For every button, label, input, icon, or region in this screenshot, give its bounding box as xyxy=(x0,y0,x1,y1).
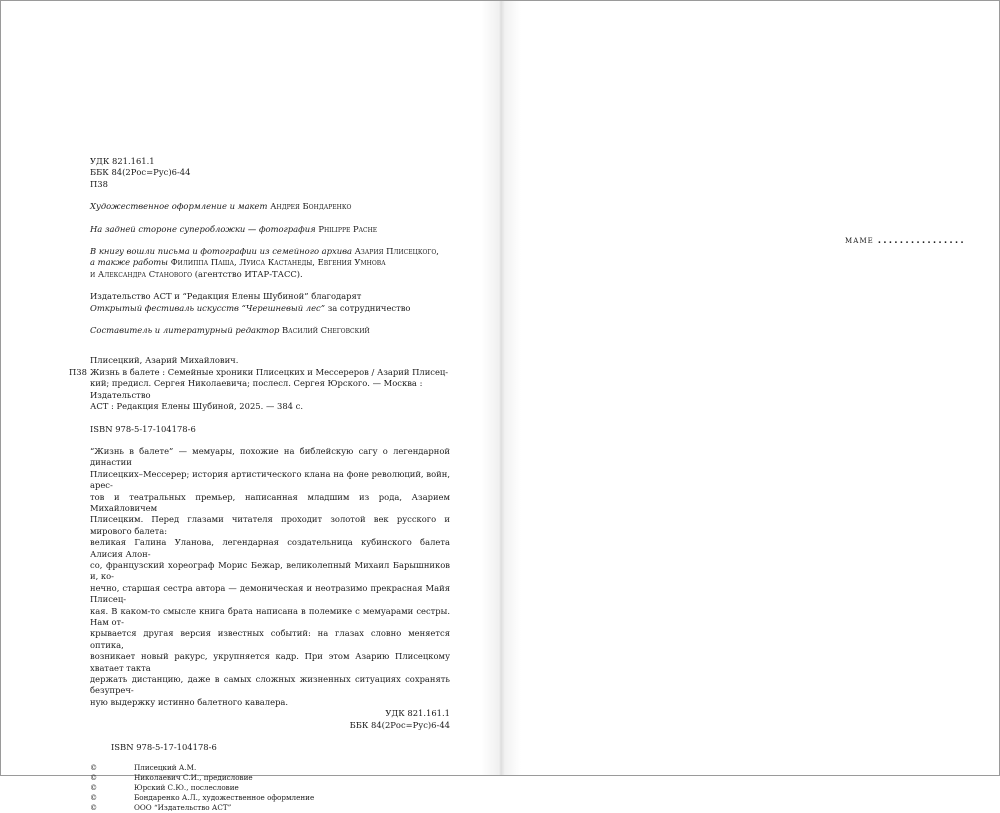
isbn: ISBN 978-5-17-104178-6 xyxy=(90,423,196,434)
copyright-icon: © xyxy=(90,783,98,793)
copyright-row: © Плисецкий А.М. xyxy=(90,763,197,773)
bib-line-1: Жизнь в балете : Семейные хроники Плисецких и Мессереров / Азарий Плисец- xyxy=(90,366,449,377)
annotation-line: “Жизнь в балете” — мемуары, похожие на библейскую сагу о легендарной династии xyxy=(90,445,450,468)
copyright-icon: © xyxy=(90,793,98,803)
bibliographic-record xyxy=(69,355,450,412)
credit-photos-line-1: В книгу вошли письма и фотографии из семейного архива Азария Плисецкого, xyxy=(90,246,439,257)
credit-cover-name: Philippe Pache xyxy=(318,223,378,234)
annotation-line: ную выдержку истинно балетного кавалера. xyxy=(90,696,289,707)
dedication-text: маме xyxy=(845,235,874,246)
annotation-line: кая. В каком-то смысле книга брата написана в полемике с мемуарами сестры. Нам от- xyxy=(90,605,450,627)
left-page xyxy=(1,1,500,813)
annotation-line: держать дистанцию, даже в самых сложных жизненных ситуациях сохранять безупреч- xyxy=(90,674,450,696)
bbk-code: ББК 84(2Рос=Рус)6-44 xyxy=(90,167,191,178)
annotation-line: Плисецких–Мессерер; история артистического клана на фоне революций, войн, арес- xyxy=(90,468,450,491)
bib-author: Плисецкий, Азарий Михайлович. xyxy=(90,355,239,366)
isbn-small: ISBN 978-5-17-104178-6 xyxy=(111,742,217,753)
copyright-icon: © xyxy=(90,773,98,783)
annotation-line: Плисецким. Перед глазами читателя проходит золотой век русского и мирового балета: xyxy=(90,514,450,536)
dedication-dots: ................ xyxy=(877,235,966,246)
bib-line-3: АСТ : Редакция Елены Шубиной, 2025. — 384 с. xyxy=(90,401,303,412)
copyright-row: © Николаевич С.И., предисловие xyxy=(90,773,253,783)
copyright-row: © Бондаренко А.Л., художественное оформление xyxy=(90,793,315,803)
annotation-line: возникает новый ракурс, укрупняется кадр. При этом Азарию Плисецкому хватает такта xyxy=(90,651,450,673)
imprint-block xyxy=(69,156,450,813)
annotation xyxy=(90,446,450,708)
udk-code: УДК 821.161.1 xyxy=(90,156,155,166)
credit-photos-line-2: а также работы Филиппа Паша, Луиса Кастанеды, Евгения Умнова xyxy=(90,257,386,268)
thanks-line-1: Издательство АСТ и “Редакция Елены Шубиной” благодарят xyxy=(90,291,362,302)
right-page xyxy=(500,1,999,775)
compiler-credit: Составитель и литературный редактор Василий Снеговский xyxy=(90,325,370,336)
copyright-icon: © xyxy=(90,803,98,813)
thanks-line-2: Открытый фестиваль искусств “Черешневый лес” за сотрудничество xyxy=(90,302,411,313)
credit-photos-line-3: и Александра Станового (агентство ИТАР-ТАСС). xyxy=(90,268,303,279)
udk-code-right: УДК 821.161.1 xyxy=(385,708,450,719)
credit-cover: На задней стороне суперобложки — фотография Philippe Pache xyxy=(90,223,378,234)
annotation-line: со, французский хореограф Морис Бежар, великолепный Михаил Барышников и, ко- xyxy=(90,559,450,582)
annotation-line: нечно, старшая сестра автора — демоническая и неотразимо прекрасная Майя Плисец- xyxy=(90,582,450,605)
author-code: П38 xyxy=(90,178,108,189)
dedication xyxy=(845,235,966,246)
copyright-row: © ООО “Издательство АСТ” xyxy=(90,803,232,813)
annotation-line: тов и театральных премьер, написанная младшим из рода, Азарием Михайловичем xyxy=(90,491,450,513)
copyright-row: © Юрский С.Ю., послесловие xyxy=(90,783,239,793)
bib-line-2: кий; предисл. Сергея Николаевича; послесл. Сергея Юрского. — Москва : Издательство xyxy=(90,378,423,400)
copyright-list xyxy=(90,763,450,813)
annotation-line: великая Галина Уланова, легендарная создательница кубинского балета Алисия Алон- xyxy=(90,537,450,559)
copyright-icon: © xyxy=(90,763,98,773)
bbk-code-right: ББК 84(2Рос=Рус)6-44 xyxy=(349,719,450,730)
bib-code: П38 xyxy=(69,366,87,377)
credit-design-name: Андрея Бондаренко xyxy=(270,201,352,212)
compiler-name: Василий Снеговский xyxy=(282,325,370,336)
annotation-line: крывается другая версия известных событий: на глазах словно меняется оптика, xyxy=(90,628,450,650)
credit-design: Художественное оформление и макет Андрея Бондаренко xyxy=(90,201,352,212)
